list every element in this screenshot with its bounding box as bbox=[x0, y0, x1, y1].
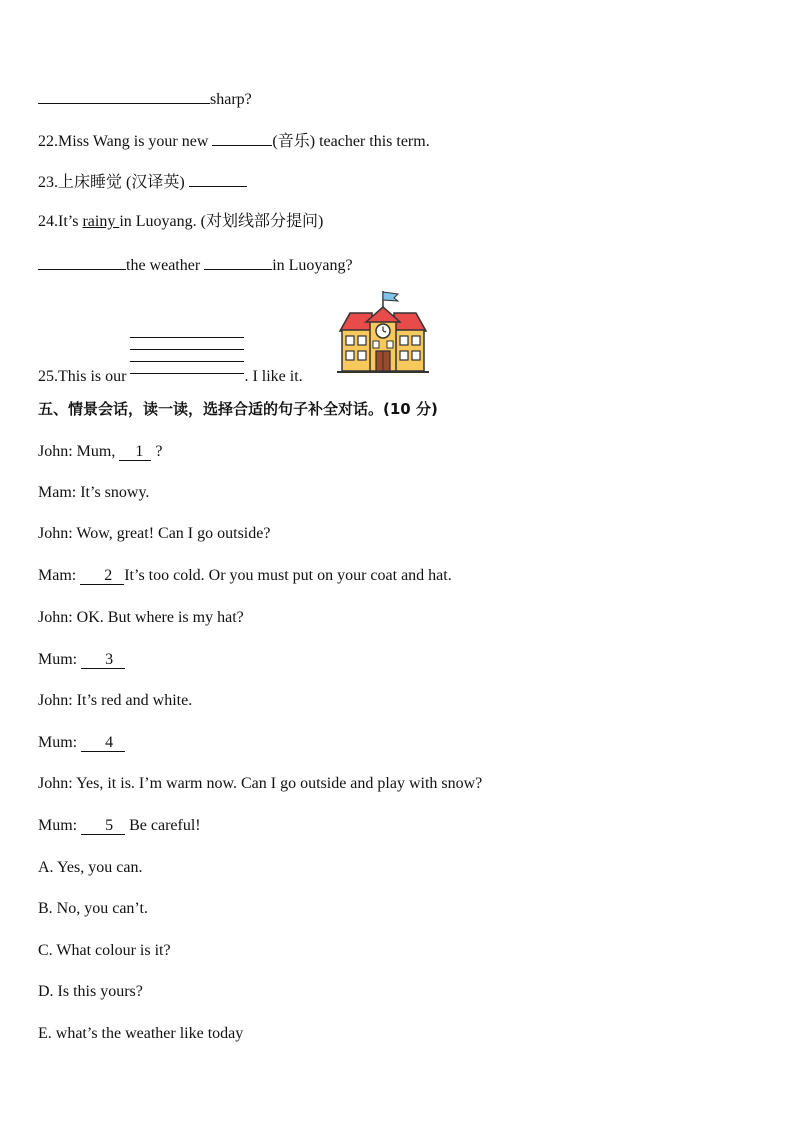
dialogue-blank-2: 2 bbox=[80, 568, 124, 585]
q25-line bbox=[38, 361, 303, 387]
answer-blank bbox=[204, 254, 272, 270]
speaker-text: Mam: bbox=[38, 567, 81, 584]
dialogue-text: Be careful! bbox=[125, 817, 201, 834]
dialogue-line-10 bbox=[38, 816, 201, 836]
q21-text: sharp? bbox=[210, 91, 252, 108]
q24-instruction: in Luoyang. (对划线部分提问) bbox=[119, 213, 324, 230]
dialogue-text: John: Yes, it is. I’m warm now. Can I go outside and play with snow? bbox=[38, 775, 483, 792]
answer-blank bbox=[38, 254, 126, 270]
q24-answer-line bbox=[38, 254, 353, 276]
dialogue-line-4 bbox=[38, 566, 452, 586]
dialogue-line-5 bbox=[38, 608, 244, 628]
dialogue-line-2 bbox=[38, 483, 149, 503]
q24-prefix: 24.It’s bbox=[38, 213, 83, 230]
dialogue-text: Mam: It’s snowy. bbox=[38, 484, 150, 501]
dialogue-line-1 bbox=[38, 442, 162, 462]
dialogue-blank-3: 3 bbox=[81, 652, 125, 669]
dialogue-line-3 bbox=[38, 524, 270, 544]
q24-answer-part2: in Luoyang? bbox=[272, 257, 353, 274]
q22-suffix: (音乐) teacher this term. bbox=[272, 133, 430, 150]
q24-answer-part1: the weather bbox=[126, 257, 205, 274]
dialogue-line-6 bbox=[38, 650, 125, 670]
q24-underlined-word: rainy bbox=[82, 213, 120, 230]
dialogue-line-7 bbox=[38, 691, 192, 711]
option-d: D. Is this yours? bbox=[38, 983, 143, 1000]
dialogue-text: John: It’s red and white. bbox=[38, 692, 193, 709]
speaker-text: Mum: bbox=[38, 651, 82, 668]
dialogue-blank-5: 5 bbox=[81, 818, 125, 835]
answer-blank bbox=[212, 130, 272, 146]
q22-line bbox=[38, 130, 430, 152]
section-heading: 五、情景会话，读一读，选择合适的句子补全对话。(10 分) bbox=[38, 400, 438, 418]
option-c: C. What colour is it? bbox=[38, 942, 171, 959]
q22-prefix: 22.Miss Wang is your new bbox=[38, 133, 213, 150]
school-building-icon bbox=[336, 289, 430, 377]
dialogue-line-9 bbox=[38, 774, 482, 794]
answer-blank bbox=[38, 88, 210, 104]
speaker-text: John: Mum, bbox=[38, 443, 120, 460]
option-e: E. what’s the weather like today bbox=[38, 1025, 244, 1042]
q23-prefix: 23.上床睡觉 (汉译英) bbox=[38, 174, 189, 191]
option-b: B. No, you can’t. bbox=[38, 900, 148, 917]
speaker-text: Mum: bbox=[38, 817, 82, 834]
dialogue-text: John: OK. But where is my hat? bbox=[38, 609, 244, 626]
dialogue-text: ? bbox=[151, 443, 163, 460]
q21-line bbox=[38, 88, 252, 110]
q24-line bbox=[38, 212, 323, 232]
q23-line bbox=[38, 171, 247, 193]
q25-prefix: 25.This is our bbox=[38, 368, 131, 385]
q25-suffix: . I like it. bbox=[244, 368, 303, 385]
dialogue-text: It’s too cold. Or you must put on your coat and hat. bbox=[124, 567, 452, 584]
dialogue-line-8 bbox=[38, 733, 125, 753]
speaker-text: Mum: bbox=[38, 734, 82, 751]
dialogue-blank-1: 1 bbox=[119, 444, 151, 461]
dialogue-text: John: Wow, great! Can I go outside? bbox=[38, 525, 271, 542]
answer-blank bbox=[189, 171, 247, 187]
option-a: A. Yes, you can. bbox=[38, 859, 143, 876]
dialogue-blank-4: 4 bbox=[81, 735, 125, 752]
four-line-writing-blank bbox=[130, 361, 244, 381]
